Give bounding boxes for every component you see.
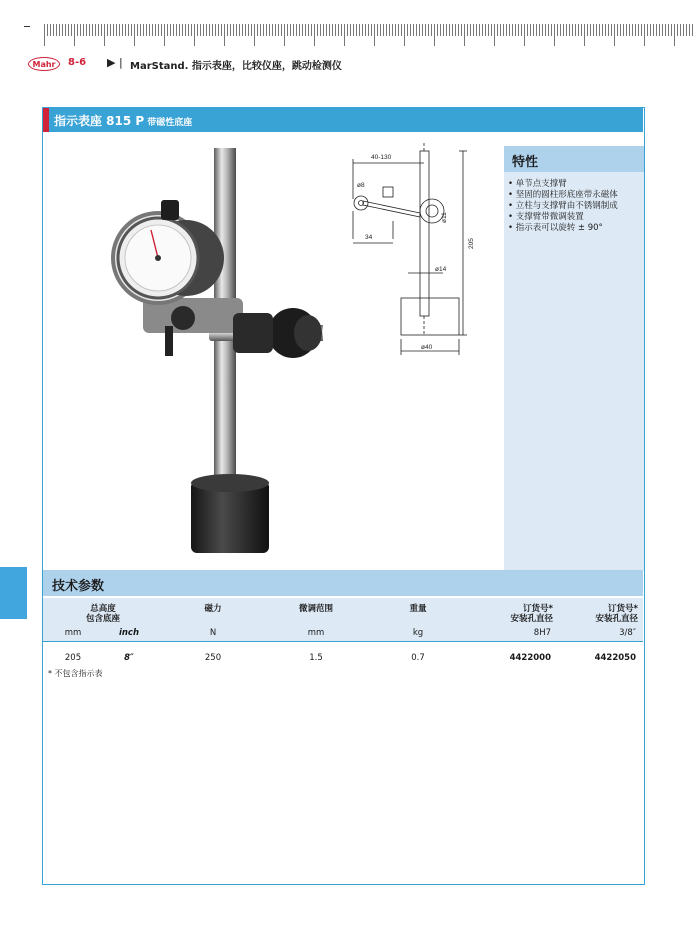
ruler-tick: [377, 24, 378, 36]
cell-order-8h7: 4422000: [509, 653, 551, 663]
ruler-tick: [131, 24, 132, 36]
ruler-tick: [269, 24, 270, 36]
ruler-tick: [653, 24, 654, 36]
product-name: 指示表座 815 P: [54, 114, 145, 128]
ruler-tick: [278, 24, 279, 36]
ruler-tick: [503, 24, 504, 36]
ruler-tick: [140, 24, 141, 36]
ruler-tick: [545, 24, 546, 36]
ruler-tick: [218, 24, 219, 36]
ruler-tick: [170, 24, 171, 36]
ruler-tick: [221, 24, 222, 36]
ruler-tick: [86, 24, 87, 36]
ruler-tick: [419, 24, 420, 36]
ruler-tick: [284, 24, 285, 46]
ruler-tick: [470, 24, 471, 36]
ruler-tick: [155, 24, 156, 36]
ruler-tick: [227, 24, 228, 36]
ruler-tick: [422, 24, 423, 36]
top-dash: [24, 26, 30, 27]
features-title: 特性: [512, 155, 539, 170]
ruler-tick: [644, 24, 645, 46]
arrow-icon: ▶ |: [107, 56, 123, 69]
ruler-tick: [389, 24, 390, 36]
ruler-tick: [494, 24, 495, 46]
ruler-tick: [578, 24, 579, 36]
ruler-tick: [356, 24, 357, 36]
product-title: [54, 112, 192, 129]
ruler-tick: [335, 24, 336, 36]
ruler-tick: [56, 24, 57, 36]
unit-38: 3/8″: [619, 628, 636, 638]
ruler-tick: [248, 24, 249, 36]
dim-column: ø14: [435, 266, 447, 273]
cell-fine-range: 1.5: [309, 653, 323, 663]
ruler-tick: [632, 24, 633, 36]
ruler-tick: [275, 24, 276, 36]
ruler-tick: [206, 24, 207, 36]
ruler-tick: [83, 24, 84, 36]
cell-magnet-force: 250: [204, 653, 222, 663]
ruler-tick: [413, 24, 414, 36]
product-panel: [42, 107, 645, 885]
ruler-tick: [617, 24, 618, 36]
ruler-tick: [551, 24, 552, 36]
ruler-tick: [239, 24, 240, 36]
unit-inch: inch: [118, 628, 140, 638]
ruler-tick: [257, 24, 258, 36]
ruler-tick: [647, 24, 648, 36]
col-height-label1: 总高度: [90, 604, 116, 614]
ruler-tick: [569, 24, 570, 36]
ruler-tick: [554, 24, 555, 46]
ruler-tick: [128, 24, 129, 36]
ruler-tick: [446, 24, 447, 36]
ruler-tick: [527, 24, 528, 36]
unit-finerange: mm: [307, 628, 325, 638]
dim-clamp: ø11: [441, 212, 448, 223]
ruler-tick: [80, 24, 81, 36]
ruler-tick: [407, 24, 408, 36]
ruler-tick: [650, 24, 651, 36]
ruler-tick: [359, 24, 360, 36]
ruler-tick: [482, 24, 483, 36]
ruler-tick: [50, 24, 51, 36]
ruler-tick: [200, 24, 201, 36]
ruler-tick: [179, 24, 180, 36]
ruler-tick: [602, 24, 603, 36]
ruler-tick: [194, 24, 195, 46]
col-magnet-label: 磁力: [204, 604, 222, 614]
ruler-tick: [404, 24, 405, 46]
ruler-tick: [68, 24, 69, 36]
ruler-tick: [353, 24, 354, 36]
ruler-tick: [326, 24, 327, 36]
ruler-tick: [164, 24, 165, 46]
ruler-tick: [77, 24, 78, 36]
ruler-tick: [230, 24, 231, 36]
running-title: MarStand. 指示表座，比较仪座，跳动检测仪: [130, 61, 342, 72]
ruler-tick: [500, 24, 501, 36]
ruler-tick: [125, 24, 126, 36]
feature-item: • 立柱与支撑臂由不锈钢制成: [508, 201, 618, 211]
ruler-tick: [557, 24, 558, 36]
ruler-tick: [539, 24, 540, 36]
ruler-tick: [449, 24, 450, 36]
ruler-tick: [263, 24, 264, 36]
ruler-tick: [197, 24, 198, 36]
ruler-tick: [272, 24, 273, 36]
ruler-tick: [521, 24, 522, 36]
ruler-tick: [677, 24, 678, 36]
ruler-tick: [347, 24, 348, 36]
unit-n: N: [209, 628, 217, 638]
ruler-tick: [623, 24, 624, 36]
footnote: * 不包含指示表: [48, 669, 103, 678]
dim-height: 205: [468, 238, 475, 249]
ruler-tick: [581, 24, 582, 36]
mahr-logo: Mahr: [28, 57, 60, 71]
ruler-tick: [224, 24, 225, 46]
ruler-tick: [659, 24, 660, 36]
ruler-tick: [107, 24, 108, 36]
ruler-tick: [101, 24, 102, 36]
panel-header: [43, 108, 643, 132]
ruler-tick: [488, 24, 489, 36]
ruler-tick: [59, 24, 60, 36]
ruler-tick: [467, 24, 468, 36]
ruler-tick: [95, 24, 96, 36]
feature-item: • 支撑臂带微调装置: [508, 212, 584, 222]
ruler-tick: [305, 24, 306, 36]
ruler-tick: [89, 24, 90, 36]
dim-offset: 34: [365, 234, 373, 241]
ruler-tick: [587, 24, 588, 36]
ruler-tick: [338, 24, 339, 36]
tech-title: 技术参数: [52, 579, 105, 594]
unit-mm: mm: [64, 628, 82, 638]
ruler-tick: [398, 24, 399, 36]
ruler-tick: [524, 24, 525, 46]
ruler-tick: [686, 24, 687, 36]
ruler-tick: [590, 24, 591, 36]
ruler-tick: [428, 24, 429, 36]
ruler-tick: [329, 24, 330, 36]
ruler-tick: [515, 24, 516, 36]
ruler-tick: [236, 24, 237, 36]
ruler-tick: [464, 24, 465, 46]
ruler-tick: [209, 24, 210, 36]
ruler-tick: [614, 24, 615, 46]
ruler-tick: [371, 24, 372, 36]
ruler-tick: [611, 24, 612, 36]
ruler-tick: [293, 24, 294, 36]
ruler-tick: [323, 24, 324, 36]
ruler-tick: [104, 24, 105, 46]
ruler-tick: [626, 24, 627, 36]
ruler-tick: [242, 24, 243, 36]
cell-height-inch: 8″: [124, 653, 134, 663]
ruler-tick: [434, 24, 435, 46]
ruler-tick: [575, 24, 576, 36]
ruler-tick: [680, 24, 681, 36]
ruler-tick: [665, 24, 666, 36]
tech-header: [43, 570, 643, 596]
ruler-tick: [287, 24, 288, 36]
ruler-tick: [122, 24, 123, 36]
ruler-tick: [599, 24, 600, 36]
ruler-tick: [308, 24, 309, 36]
product-subtitle: 带磁性底座: [147, 118, 193, 128]
ruler-tick: [266, 24, 267, 36]
ruler-tick: [635, 24, 636, 36]
row-divider: [43, 641, 643, 642]
ruler-tick: [281, 24, 282, 36]
ruler-tick: [215, 24, 216, 36]
ruler-tick: [395, 24, 396, 36]
ruler-tick: [563, 24, 564, 36]
dim-base: ø40: [421, 344, 433, 351]
ruler-tick: [641, 24, 642, 36]
feature-item: • 坚固的圆柱形底座带永磁体: [508, 190, 618, 200]
spec-table-header: [43, 598, 643, 641]
col-height-label2: 包含底座: [85, 614, 120, 624]
features-header: [504, 146, 644, 172]
ruler-tick: [188, 24, 189, 36]
ruler-tick: [341, 24, 342, 36]
ruler-tick: [605, 24, 606, 36]
ruler-tick: [662, 24, 663, 36]
product-photo: [83, 138, 323, 568]
ruler-tick: [452, 24, 453, 36]
ruler-tick: [98, 24, 99, 36]
ruler-tick: [455, 24, 456, 36]
ruler-tick: [71, 24, 72, 36]
ruler-tick: [491, 24, 492, 36]
ruler-tick: [518, 24, 519, 36]
ruler-tick: [110, 24, 111, 36]
ruler-tick: [401, 24, 402, 36]
ruler-tick: [212, 24, 213, 36]
cell-height-mm: 205: [64, 653, 82, 663]
col-finerange-label: 微调范围: [298, 604, 333, 614]
ruler-tick: [365, 24, 366, 36]
ruler-tick: [176, 24, 177, 36]
ruler-tick: [638, 24, 639, 36]
ruler-tick: [671, 24, 672, 36]
ruler-tick: [386, 24, 387, 36]
ruler-tick: [299, 24, 300, 36]
ruler-tick: [689, 24, 690, 36]
ruler-tick: [533, 24, 534, 36]
ruler-tick: [143, 24, 144, 36]
dim-hole: ø8: [357, 182, 365, 189]
cell-weight: 0.7: [411, 653, 425, 663]
ruler-tick: [314, 24, 315, 46]
ruler-tick: [479, 24, 480, 36]
ruler-tick: [506, 24, 507, 36]
ruler-tick: [290, 24, 291, 36]
features-box: [504, 146, 644, 571]
ruler-tick: [668, 24, 669, 36]
ruler-tick: [485, 24, 486, 36]
ruler-tick: [92, 24, 93, 36]
ruler-tick: [185, 24, 186, 36]
ruler-tick: [416, 24, 417, 36]
ruler-tick: [332, 24, 333, 36]
red-accent-bar: [43, 108, 49, 132]
unit-kg: kg: [412, 628, 424, 638]
ruler-tick: [440, 24, 441, 36]
ruler-tick: [302, 24, 303, 36]
ruler-tick: [350, 24, 351, 36]
ruler-tick: [254, 24, 255, 46]
ruler-tick: [173, 24, 174, 36]
dim-reach: 40-130: [371, 154, 392, 161]
col-order2-label2: 安装孔直径: [595, 614, 638, 624]
ruler-tick: [683, 24, 684, 36]
ruler-tick: [167, 24, 168, 36]
ruler-tick: [542, 24, 543, 36]
ruler-tick: [566, 24, 567, 36]
ruler-tick: [530, 24, 531, 36]
ruler-tick: [260, 24, 261, 36]
ruler-tick: [158, 24, 159, 36]
ruler-tick: [443, 24, 444, 36]
ruler-tick: [392, 24, 393, 36]
col-order1-label1: 订货号*: [523, 604, 553, 614]
ruler-tick: [512, 24, 513, 36]
ruler-tick: [344, 24, 345, 46]
feature-item: • 指示表可以旋转 ± 90°: [508, 223, 603, 233]
ruler-tick: [473, 24, 474, 36]
ruler-tick: [461, 24, 462, 36]
ruler-tick: [134, 24, 135, 46]
technical-drawing: [333, 143, 488, 363]
ruler-tick: [161, 24, 162, 36]
ruler-tick: [425, 24, 426, 36]
ruler-tick: [245, 24, 246, 36]
ruler-tick: [476, 24, 477, 36]
col-order2-label1: 订货号*: [608, 604, 638, 614]
ruler-tick: [536, 24, 537, 36]
chapter-tab: [0, 567, 27, 619]
ruler-tick: [119, 24, 120, 36]
ruler-tick: [113, 24, 114, 36]
ruler-tick: [374, 24, 375, 46]
ruler-tick: [368, 24, 369, 36]
ruler-tick: [74, 24, 75, 46]
ruler-tick: [311, 24, 312, 36]
feature-item: • 单节点支撑臂: [508, 179, 567, 189]
ruler-tick: [497, 24, 498, 36]
ruler-tick: [320, 24, 321, 36]
ruler-tick: [560, 24, 561, 36]
features-list: [508, 179, 618, 234]
ruler-tick: [149, 24, 150, 36]
ruler-tick: [692, 24, 693, 36]
col-weight-label: 重量: [409, 604, 427, 614]
ruler-tick: [62, 24, 63, 36]
ruler-tick: [53, 24, 54, 36]
ruler-tick: [584, 24, 585, 46]
ruler-tick: [656, 24, 657, 36]
ruler-tick: [674, 24, 675, 46]
ruler-tick: [296, 24, 297, 36]
ruler-tick: [548, 24, 549, 36]
ruler-tick: [431, 24, 432, 36]
ruler-tick: [362, 24, 363, 36]
ruler-tick: [44, 24, 45, 46]
ruler-tick: [593, 24, 594, 36]
page-number: 8-6: [68, 57, 87, 68]
ruler-tick: [146, 24, 147, 36]
ruler-tick: [572, 24, 573, 36]
page-ruler: [44, 24, 694, 46]
ruler-tick: [608, 24, 609, 36]
ruler-tick: [596, 24, 597, 36]
ruler-tick: [65, 24, 66, 36]
ruler-tick: [191, 24, 192, 36]
ruler-tick: [458, 24, 459, 36]
ruler-tick: [629, 24, 630, 36]
ruler-tick: [380, 24, 381, 36]
ruler-tick: [152, 24, 153, 36]
unit-8h7: 8H7: [533, 628, 551, 638]
col-order1-label2: 安装孔直径: [510, 614, 553, 624]
cell-order-38: 4422050: [594, 653, 636, 663]
ruler-tick: [317, 24, 318, 36]
ruler-tick: [410, 24, 411, 36]
ruler-tick: [251, 24, 252, 36]
ruler-tick: [203, 24, 204, 36]
ruler-tick: [383, 24, 384, 36]
ruler-tick: [620, 24, 621, 36]
ruler-tick: [116, 24, 117, 36]
ruler-tick: [233, 24, 234, 36]
ruler-tick: [437, 24, 438, 36]
ruler-tick: [137, 24, 138, 36]
ruler-tick: [182, 24, 183, 36]
ruler-tick: [47, 24, 48, 36]
ruler-tick: [509, 24, 510, 36]
